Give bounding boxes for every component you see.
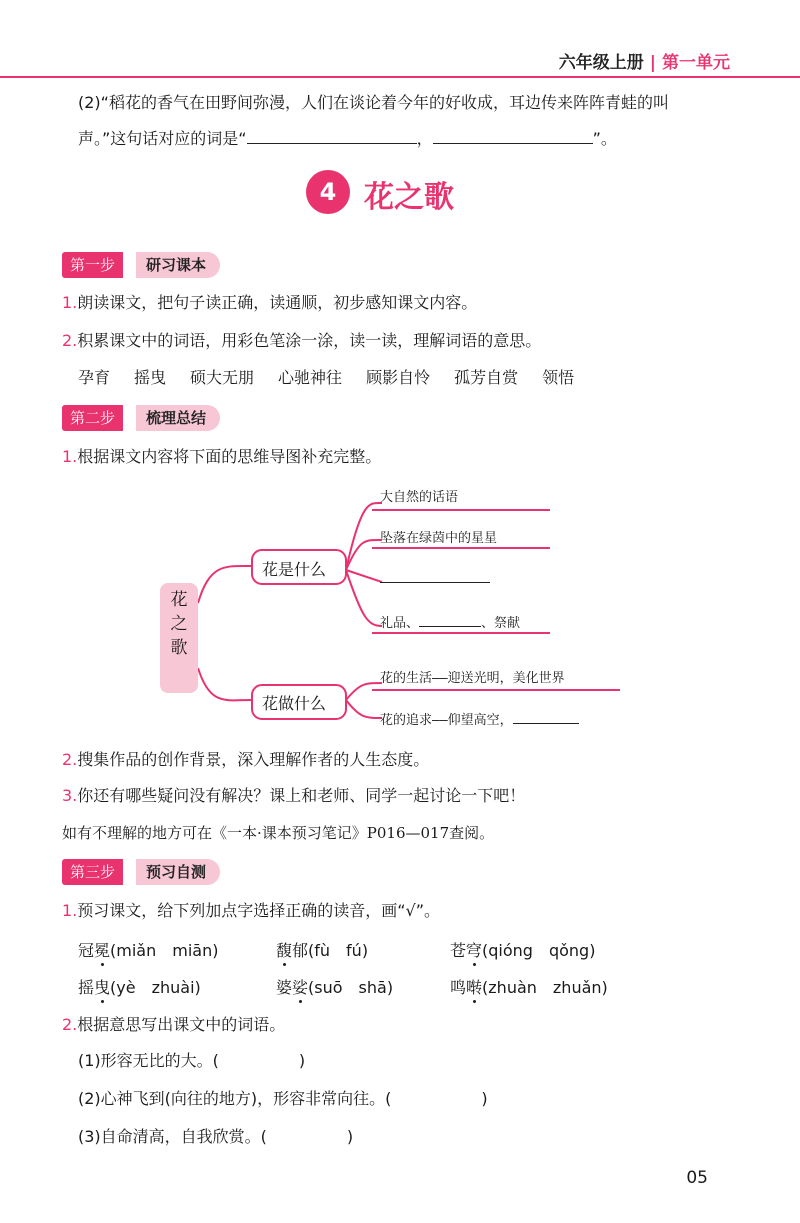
prev-question-line1: (2)“稻花的香气在田野间弥漫，人们在谈论着今年的好收成，耳边传来阵阵青蛙的叫: [78, 93, 669, 112]
vocab-word[interactable]: 领悟: [542, 368, 575, 387]
pinyin-item[interactable]: 摇曳(yè zhuài): [78, 978, 201, 997]
answer-blank-2[interactable]: [433, 129, 593, 144]
vocab-word[interactable]: 孤芳自赏: [454, 368, 519, 387]
connector-leaf3: [346, 570, 382, 582]
answer-blank-1[interactable]: [247, 129, 417, 144]
connector-leaf6: [346, 700, 382, 718]
step1-name: 研习课本: [136, 252, 220, 278]
branch2-label: 花做什么: [262, 694, 327, 713]
connector-branch1: [198, 566, 252, 603]
page-number: 05: [686, 1168, 708, 1188]
branch1-label: 花是什么: [262, 560, 327, 579]
sub-question-3[interactable]: (3)自命清高，自我欣赏。( ): [78, 1127, 354, 1146]
pinyin-item[interactable]: 苍穹(qióng qǒng): [450, 941, 596, 960]
running-header: [559, 48, 730, 73]
leaf-blank-1[interactable]: [380, 582, 490, 583]
prev-question-prefix: 声。”这句话对应的词是“: [78, 129, 247, 148]
step3-q1: 1.预习课文，给下列加点字选择正确的读音，画“√”。: [62, 901, 441, 920]
step3-label: 第三步: [62, 859, 123, 885]
leaf-nature-words: 大自然的话语: [380, 490, 459, 505]
vocab-word[interactable]: 摇曳: [134, 368, 167, 387]
leaf-gifts: 礼品、 、祭献: [380, 612, 520, 631]
header-rule: [0, 76, 800, 78]
reference-note: 如有不理解的地方可在《一本·课本预习笔记》P016—017查阅。: [62, 824, 495, 842]
vocab-word[interactable]: 孕育: [78, 368, 111, 387]
step3-name: 预习自测: [136, 859, 220, 885]
step2-label: 第二步: [62, 405, 123, 431]
step2-q3: 3.你还有哪些疑问没有解决？课上和老师、同学一起讨论一下吧！: [62, 786, 526, 805]
sub-question-1[interactable]: (1)形容无比的大。( ): [78, 1051, 306, 1070]
leaf-flower-pursuit: 花的追求——仰望高空，: [380, 709, 579, 728]
pinyin-item[interactable]: 馥郁(fù fú): [276, 941, 369, 960]
prev-question-mid: ，: [416, 129, 433, 148]
prev-question-line2: [78, 128, 617, 150]
prev-question-suffix: ”。: [592, 129, 617, 148]
center-node-label: 花之歌: [170, 590, 188, 658]
step3-q2: 2.根据意思写出课文中的词语。: [62, 1015, 286, 1034]
pinyin-item[interactable]: 冠冕(miǎn miān): [78, 941, 219, 960]
vocab-word[interactable]: 顾影自怜: [366, 368, 431, 387]
step1-label: 第一步: [62, 252, 123, 278]
connector-branch2: [198, 668, 252, 700]
connector-leaf5: [346, 683, 382, 700]
step1-item-2: 2.积累课文中的词语，用彩色笔涂一涂，读一读，理解词语的意思。: [62, 331, 542, 350]
lesson-number-badge: 4: [306, 170, 350, 214]
pinyin-item[interactable]: 婆娑(suō shā): [276, 978, 394, 997]
grade-label: 六年级上册: [558, 53, 644, 73]
connector-leaf4: [346, 570, 382, 626]
pinyin-item[interactable]: 鸣啭(zhuàn zhuǎn): [450, 978, 608, 997]
leaf-fallen-stars: 坠落在绿茵中的星星: [380, 531, 498, 546]
vocab-word[interactable]: 硕大无朋: [190, 368, 255, 387]
step1-item-1: 1.朗读课文，把句子读正确，读通顺，初步感知课文内容。: [62, 293, 478, 312]
vocab-word[interactable]: 心驰神往: [278, 368, 343, 387]
leaf-flower-life: 花的生活——迎送光明，美化世界: [380, 671, 565, 686]
header-separator: |: [649, 53, 656, 73]
vocab-words: [78, 367, 574, 389]
step2-name: 梳理总结: [136, 405, 220, 431]
lesson-title-text: 花之歌: [364, 180, 454, 215]
step2-q2: 2.搜集作品的创作背景，深入理解作者的人生态度。: [62, 750, 430, 769]
leaf-blank-2[interactable]: [419, 612, 481, 627]
step2-q1: 1.根据课文内容将下面的思维导图补充完整。: [62, 447, 382, 466]
leaf-blank-3[interactable]: [513, 709, 579, 724]
unit-label: 第一单元: [662, 53, 730, 73]
sub-question-2[interactable]: (2)心神飞到(向往的地方)，形容非常向往。( ): [78, 1089, 488, 1108]
